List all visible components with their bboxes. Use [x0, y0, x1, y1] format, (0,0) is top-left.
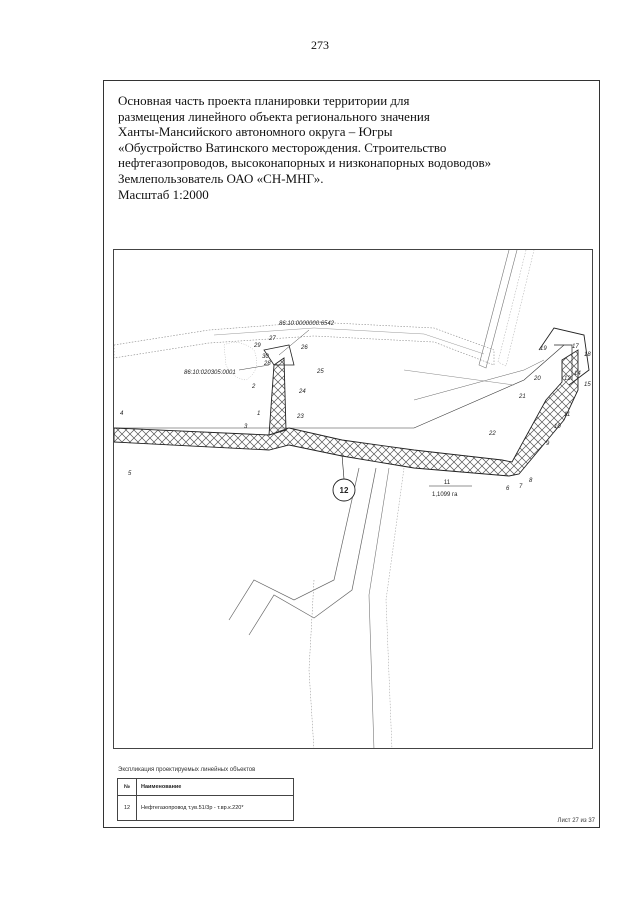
point-label: 7	[519, 484, 523, 490]
point-label: 2	[252, 384, 256, 390]
map-svg	[114, 250, 593, 749]
point-label: 17	[572, 344, 579, 350]
table-row	[118, 796, 294, 821]
point-label: 23	[297, 414, 304, 420]
legend-table	[117, 778, 294, 821]
scale-line: Масштаб 1:2000	[118, 186, 209, 202]
point-label: 29	[254, 343, 261, 349]
point-label: 28	[264, 361, 271, 367]
legend-row-num: 12	[118, 796, 137, 821]
road-outline	[214, 328, 484, 354]
area-parcel: 11	[443, 480, 451, 486]
object-number: 12	[339, 486, 349, 495]
sheet-label: Лист 27 из 37	[557, 818, 595, 824]
parcel-line	[114, 345, 564, 428]
title-block	[118, 93, 588, 202]
point-label: 12	[564, 376, 571, 382]
title-line: размещения линейного объекта регионального значения	[118, 108, 430, 124]
title-line: Ханты-Мансийского автономного округа – Югры	[118, 124, 393, 140]
title-line: «Обустройство Ватинского месторождения. Строительство	[118, 139, 447, 155]
point-label: 6	[506, 486, 510, 492]
pipeline-branch	[269, 358, 286, 435]
point-label: 20	[534, 376, 541, 382]
parcel-line	[404, 370, 514, 385]
point-label: 26	[301, 345, 308, 351]
legend-row-name: Нефтегазопровод т.ув.51/3р - т.вр.к.220*	[137, 796, 294, 821]
point-label: 18	[584, 352, 591, 358]
cadastral-number: 86:10:0000000:6542	[279, 321, 335, 327]
road-outline	[498, 250, 534, 366]
point-label: 11	[564, 412, 571, 418]
point-label: 10	[554, 424, 561, 430]
road-outline	[309, 580, 314, 749]
point-label: 4	[120, 411, 124, 417]
point-label: 27	[269, 336, 276, 342]
legend-header-name: Наименование	[137, 779, 294, 796]
pipeline-corridor	[114, 350, 578, 476]
road-outline	[386, 468, 404, 749]
map-drawing	[113, 249, 593, 749]
area-value: 1,1099 га	[432, 492, 458, 498]
point-label: 1	[257, 411, 261, 417]
point-label: 25	[317, 369, 324, 375]
legend-header-num: №	[118, 779, 137, 796]
title-line: нефтегазопроводов, высоконапорных и низконапорных водоводов»	[118, 155, 492, 171]
point-label: 8	[529, 478, 533, 484]
point-label: 21	[519, 394, 526, 400]
point-label: 9	[546, 441, 550, 447]
road-outline	[249, 468, 376, 635]
title-line: Основная часть проекта планировки территории для	[118, 93, 410, 108]
point-label: 3	[244, 424, 248, 430]
point-label: 14	[574, 371, 581, 377]
point-label: 22	[489, 431, 496, 437]
page-number: 273	[311, 38, 329, 52]
cadastral-number: 86:10:020305:0001	[184, 370, 236, 376]
legend-header-row	[118, 779, 294, 796]
road-outline	[369, 468, 389, 749]
point-label: 19	[540, 346, 547, 352]
point-label: 24	[299, 389, 306, 395]
point-label: 15	[584, 382, 591, 388]
legend-caption: Экспликация проектируемых линейных объектов	[118, 767, 256, 773]
point-label: 30	[262, 354, 269, 360]
title-line: Землепользователь ОАО «СН-МНГ».	[118, 170, 324, 186]
point-label: 5	[128, 471, 132, 477]
